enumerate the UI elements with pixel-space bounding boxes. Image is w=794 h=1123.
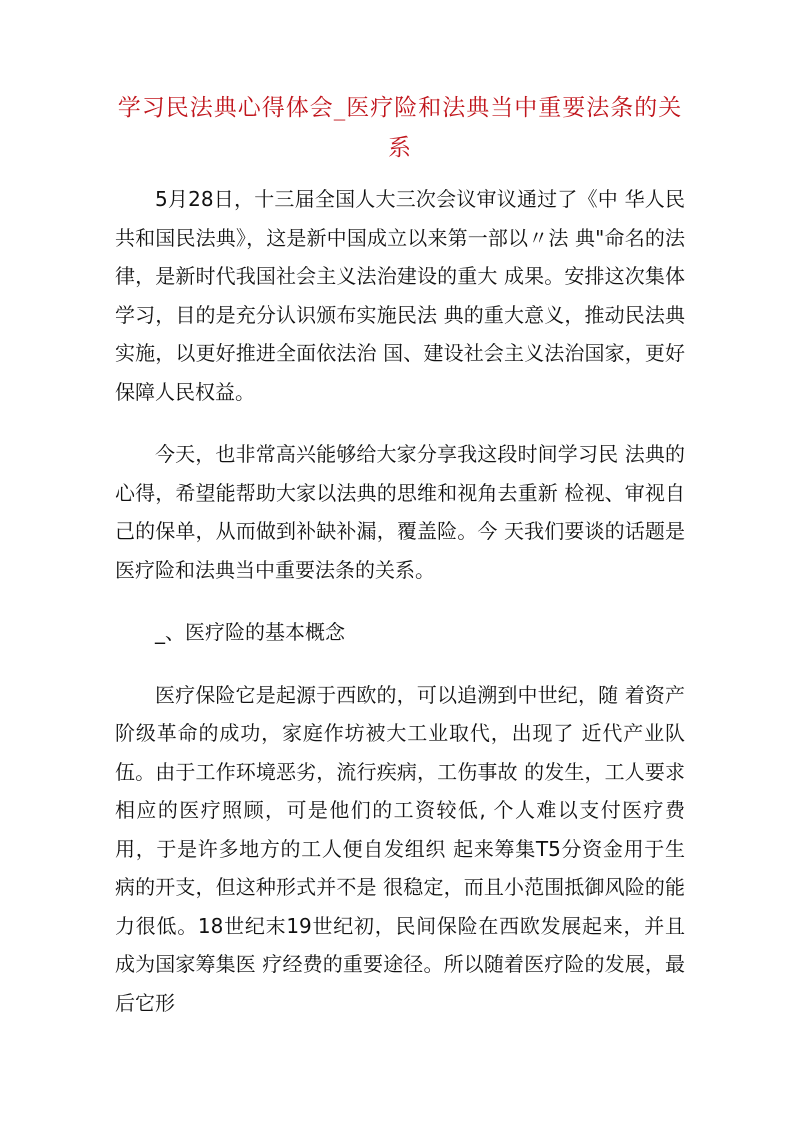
- paragraph-topic: 今天，也非常高兴能够给大家分享我这段时间学习民 法典的心得，希望能帮助大家以法典的思维和视角去重新 检视、审视自己的保单，从而做到补缺补漏，覆盖险。今 天我们要谈的话题是医疗险和法典当中重要法条的关系。: [115, 442, 685, 582]
- document-title: 学习民法典心得体会_医疗险和法典当中重要法条的关系: [117, 95, 683, 161]
- section-heading: _、医疗险的基本概念: [155, 620, 345, 644]
- document-body: [115, 180, 685, 1046]
- paragraph-intro: 5月28日，十三届全国人大三次会议审议通过了《中 华人民共和国民法典》，这是新中国成立以来第一部以〃法 典"命名的法律，是新时代我国社会主义法治建设的重大 成果。安排这次集体学习，目的是充分认识颁布实施民法 典的重大意义，推动民法典实施，以更好推进全面依法治 国、建设社会主义法治国家，更好保障人民权益。: [115, 187, 685, 404]
- paragraph-medical-insurance-history: 医疗保险它是起源于西欧的，可以追溯到中世纪，随 着资产阶级革命的成功，家庭作坊被大工业取代，出现了 近代产业队伍。由于工作环境恶劣，流行疾病，工伤事故 的发生，工人要求相应的医疗照顾，可是他们的工资较低, 个人难以支付医疗费用，于是许多地方的工人便自发组织 起来筹集T5分资金用于生病的开支，但这种形式并不是 很稳定，而且小范围抵御风险的能力很低。18世纪末19世纪初，民间保险在西欧发展起来，并且成为国家筹集医 疗经费的重要途径。所以随着医疗险的发展，最后它形: [115, 682, 685, 1015]
